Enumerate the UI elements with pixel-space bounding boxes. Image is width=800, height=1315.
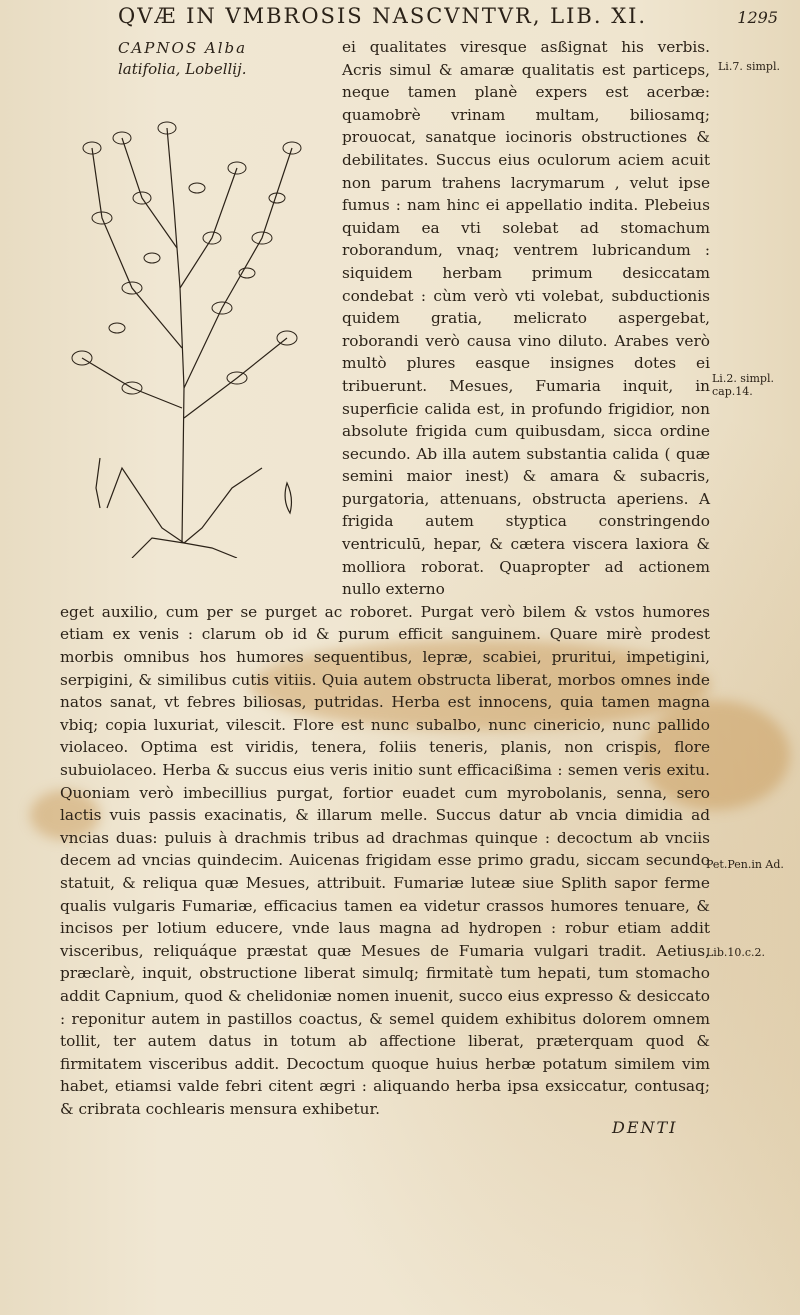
caption-line-2: latifolia, Lobellij. xyxy=(118,60,247,78)
catchword: DENTI xyxy=(612,1118,678,1137)
running-header xyxy=(118,4,778,28)
caption-line-1: CAPNOS Alba xyxy=(118,39,248,57)
right-column-text: ei qualitates viresque asßignat his verbis. Acris simul & amaræ qualitatis est particeps, neque tamen planè expers est acerbæ: quamobrè vrinam multam, biliosamq; prouocat, sanatque iocinoris obstructiones & debilitates. Succus eius oculorum aciem acuit non parum trahens lacrymarum , velut ipse fumus : nam hinc ei appellatio indita. Plebeius quidam ea vti solebat ad stomachum roborandum, vnaq; ventrem lubricandum : siquidem herbam primum desiccatam condebat : cùm verò vti volebat, subductionis quidem gratia, melicrato aspergebat, roborandi verò causa vino diluto. Arabes verò multò plures easque insignes dotes ei tribuerunt. Mesues, Fumaria inquit, in superficie calida est, in profundo frigidior, non absolute frigida cum quibusdam, sicca ordine secundo. Ab illa autem substantia calida ( quæ semini maior inest) & amara & subacris, purgatoria, attenuans, obstructa aperiens. A frigida autem styptica constringendo ventriculū, hepar, & cætera viscera laxiora & molliora roborat. Quapropter ad actionem nullo externo xyxy=(342,38,710,599)
main-text xyxy=(60,36,710,1121)
page-number: 1295 xyxy=(737,8,778,27)
marginal-note: Li.2. simpl. cap.14. xyxy=(712,372,774,398)
full-width-text: eget auxilio, cum per se purget ac roboret. Purgat verò bilem & vstos humores etiam ex venis : clarum ob id & purum efficit sanguinem. Quare mirè prodest morbis omnibus hos humores sequentibus, lepræ, scabiei, pruritui, impetigini, serpigini, & similibus cutis vitiis. Quia autem obstructa liberat, morbos omnes inde natos sanat, vt febres biliosas, putridas. Herba est innocens, quia tamen magna vbiq; copia luxuriat, vilescit. Flore est nunc subalbo, nunc cinericio, nunc pallido violaceo. Optima est viridis, tenera, foliis teneris, planis, non crispis, flore subuiolaceo. Herba & succus eius veris initio sunt efficacißima : semen veris exitu. Quoniam verò imbecillius purgat, fortior euadet cum myrobolanis, senna, sero lactis vuis passis exacinatis, & illarum melle. Succus datur ab vncia dimidia ad vncias duas: puluis à drachmis tribus ad drachmas quinque : decoctum ab vnciis decem ad vncias quindecim. Auicenas frigidam esse primo gradu, siccam secundo statuit, & reliqua quæ Mesues, attribuit. Fumariæ luteæ siue Splith sapor ferme qualis vulgaris Fumariæ, efficacius tamen ea videtur crassos humores tenuare, & incisos per lotium educere, vnde laus magna ad hydropen : robur etiam addit visceribus, reliquáque præstat quæ Mesues de Fumaria vulgari tradit. Aetius, præclarè, inquit, obstructione liberat simulq; firmitatè tum hepati, tum stomacho addit Capnium, quod & chelidoniæ nomen inuenit, succo eius expresso & desiccato : reponitur autem in pastillos coactus, & semel quidem exhibitus dolorem omnem tollit, ter autem datus in totum ab affectione liberat, præterquam quod & firmitatem visceribus addit. Decoctum quoque huius herbæ potatum similem vim habet, etiamsi valde febri citent ægri : aliquando herba ipsa exsiccatur, contusaq; & cribrata cochlearis mensura exhibetur. xyxy=(60,602,710,1118)
marginal-note: Lib.10.c.2. xyxy=(706,946,766,959)
marginal-note: Li.7. simpl. xyxy=(718,60,780,73)
running-title: QVÆ IN VMBROSIS NASCVNTVR, LIB. XI. xyxy=(118,4,648,28)
marginal-note: Pet.Pen.in Ad. xyxy=(706,858,784,871)
